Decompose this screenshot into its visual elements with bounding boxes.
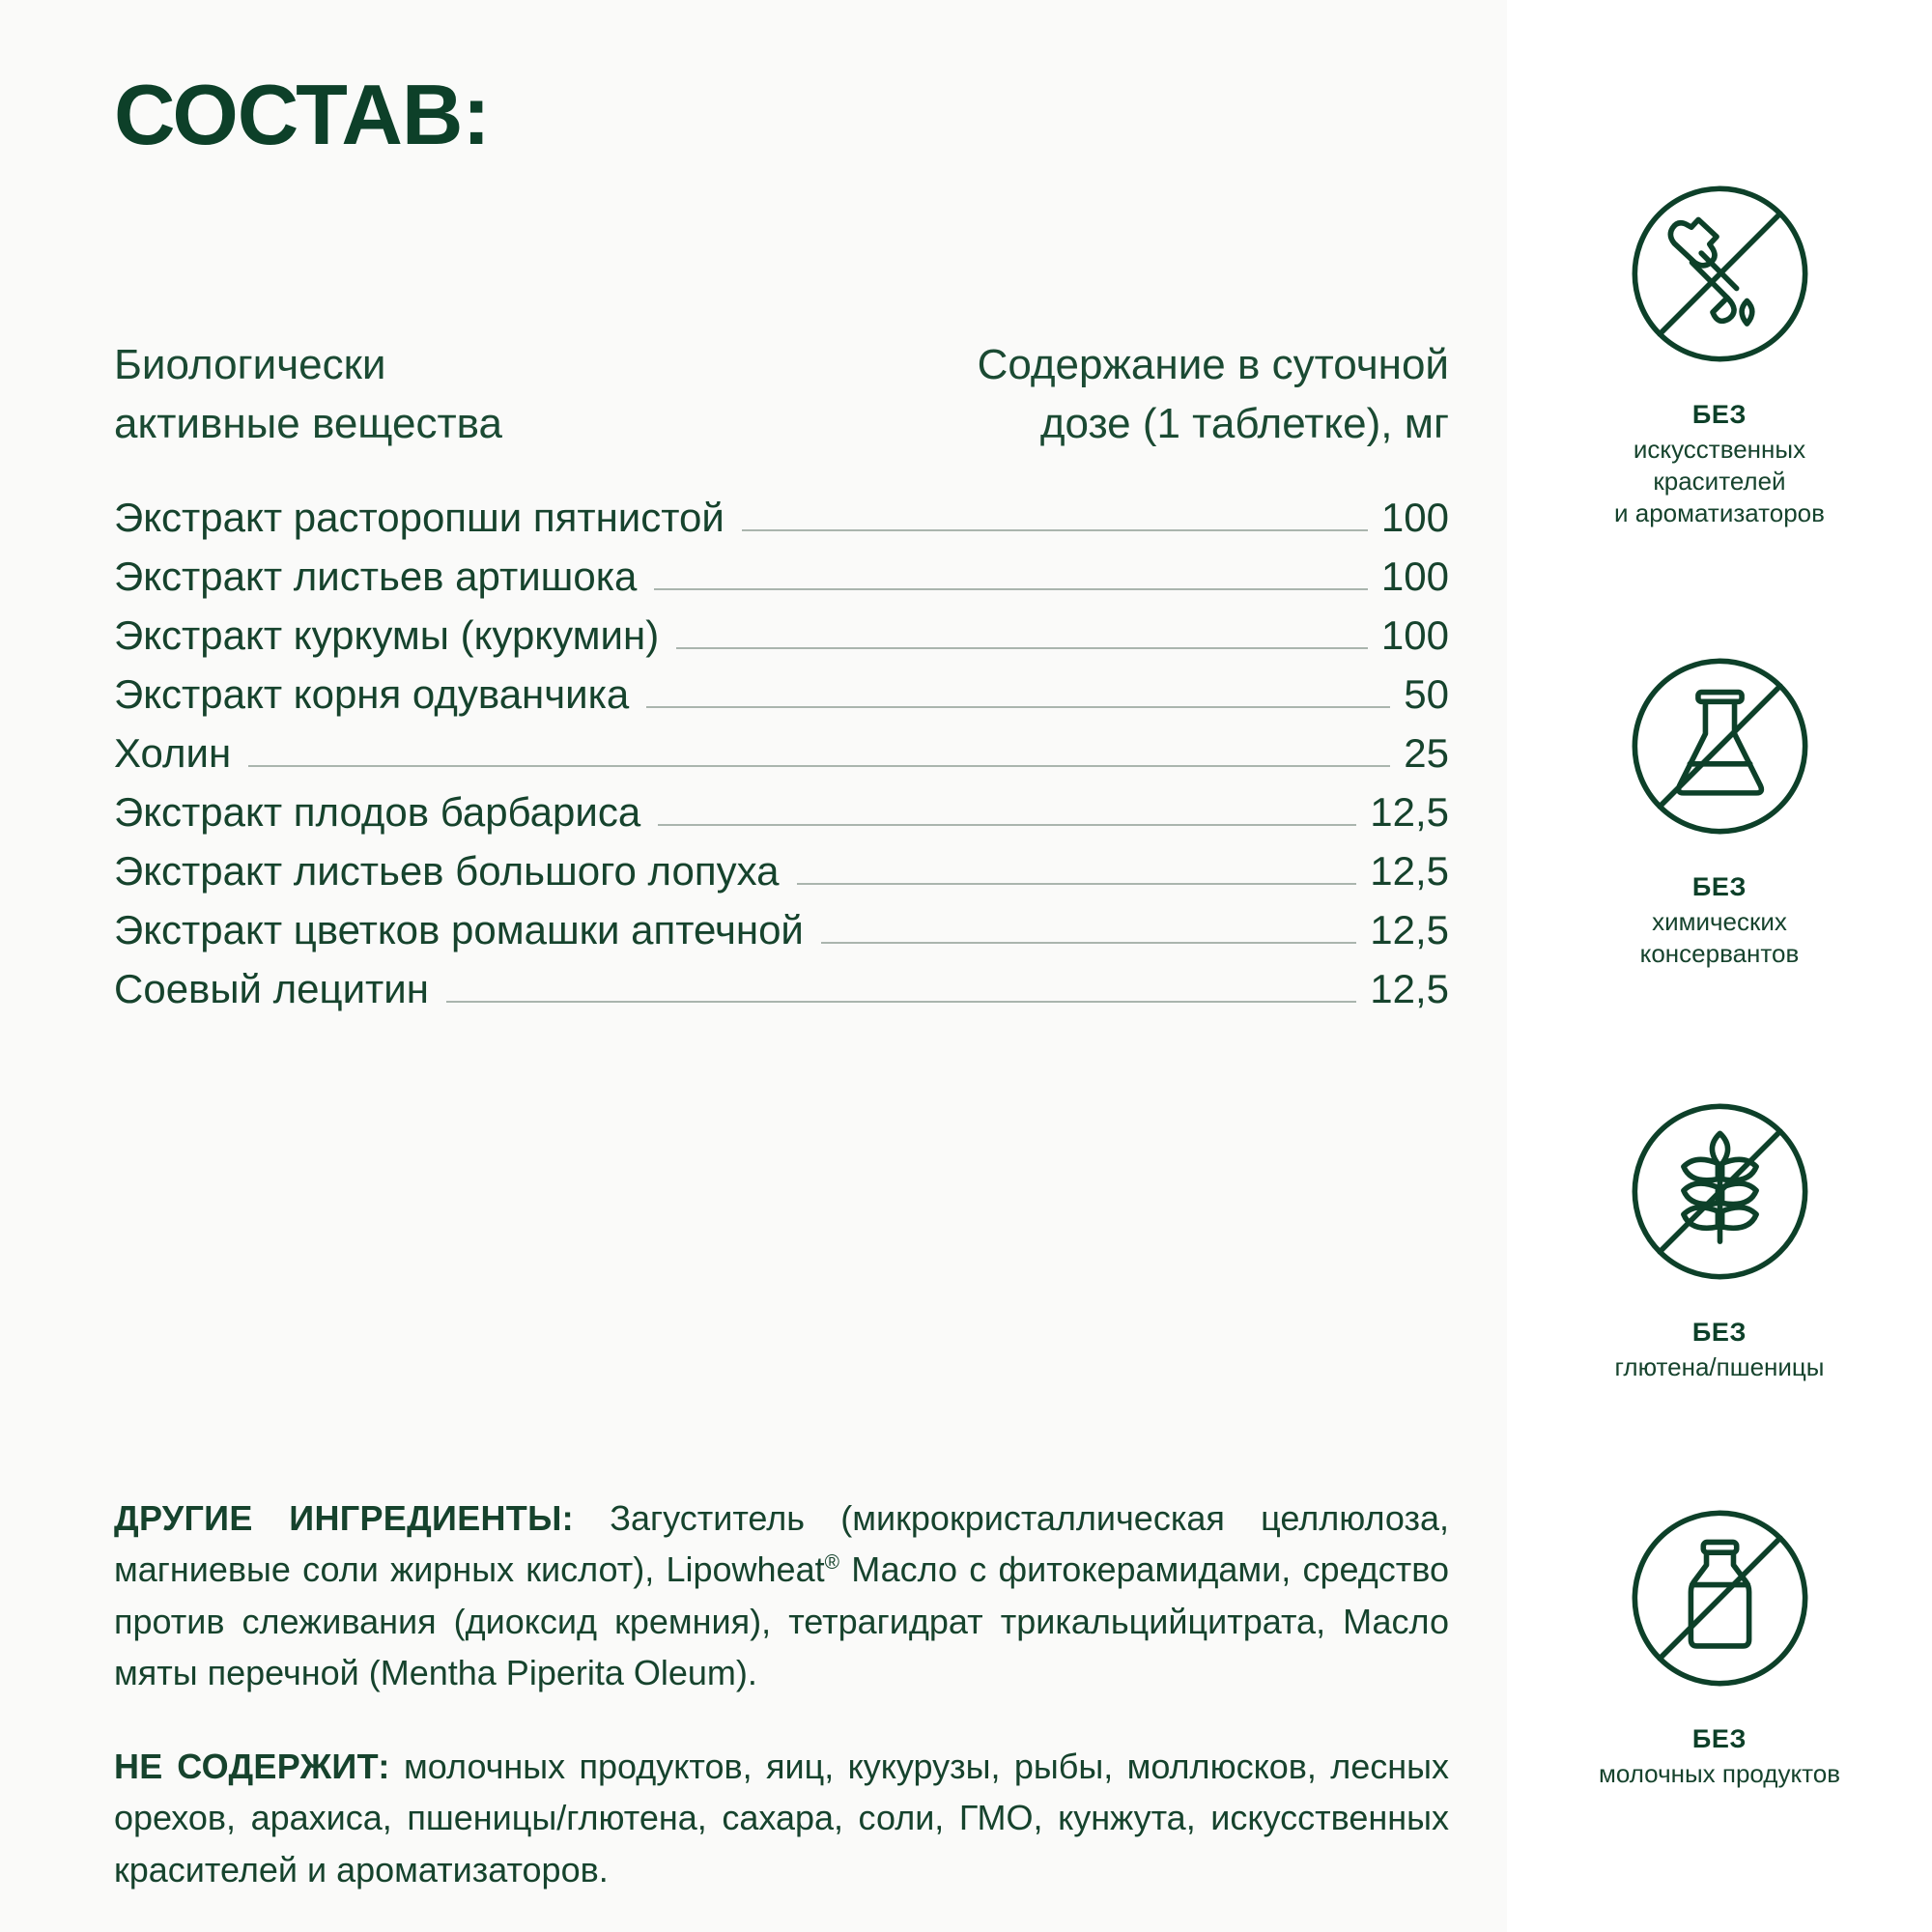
no-dropper-icon <box>1616 170 1824 378</box>
ingredient-amount: 25 <box>1404 730 1449 776</box>
table-row <box>114 497 1449 556</box>
ingredient-name: Экстракт расторопши пятнистой <box>114 495 724 540</box>
ingredient-amount: 50 <box>1404 671 1449 717</box>
page-title: СОСТАВ: <box>114 67 490 162</box>
badge-sidebar <box>1507 0 1932 1932</box>
badge-caption <box>1614 399 1825 529</box>
other-ingredients-body-part1: Загуститель (микрокристаллическая целлюлоза, магниевые соли жирных кислот), Lipowheat <box>114 1498 1449 1590</box>
ingredient-name: Экстракт куркумы (куркумин) <box>114 612 660 658</box>
badge-bez-label: БЕЗ <box>1691 1318 1747 1347</box>
badge-no-gluten-wheat <box>1507 1088 1932 1383</box>
ingredient-amount: 100 <box>1380 495 1449 540</box>
leader-line <box>797 883 1357 885</box>
badge-no-dairy <box>1507 1494 1932 1790</box>
ingredient-amount: 12,5 <box>1370 907 1449 952</box>
column-header-amount-line2: дозе (1 таблетке), мг <box>1039 399 1449 447</box>
does-not-contain-label: НЕ СОДЕРЖИТ: <box>114 1747 390 1787</box>
leader-line <box>658 824 1356 826</box>
badge-description <box>1614 434 1825 529</box>
leader-line <box>646 706 1390 708</box>
column-header-substances-line2: активные вещества <box>114 399 502 447</box>
badge-description-line: искусственных <box>1633 434 1806 464</box>
no-wheat-icon <box>1616 1088 1824 1295</box>
ingredient-name: Экстракт листьев большого лопуха <box>114 848 780 894</box>
ingredient-amount: 12,5 <box>1370 848 1449 894</box>
badge-description-line: красителей <box>1653 466 1786 496</box>
table-header-row <box>114 336 1449 453</box>
ingredient-name: Экстракт корня одуванчика <box>114 671 630 717</box>
bottom-text-block <box>114 1492 1449 1895</box>
leader-line <box>676 647 1368 649</box>
other-ingredients-body-part2: Масло с фитокерамидами, средство против слеживания (диоксид кремния), тетрагидрат трикальцийцитрата, Масло мяты перечной (Mentha Piperita Oleum). <box>114 1549 1449 1692</box>
ingredient-name: Соевый лецитин <box>114 966 429 1011</box>
leader-line <box>248 765 1390 767</box>
badge-description-line: консервантов <box>1639 938 1800 968</box>
ingredient-amount: 12,5 <box>1370 789 1449 835</box>
no-flask-icon <box>1616 642 1824 850</box>
no-milk-bottle-icon <box>1616 1494 1824 1702</box>
column-header-amount <box>978 336 1449 453</box>
badge-caption <box>1615 1317 1825 1383</box>
column-header-substances <box>114 336 502 453</box>
badge-no-chemical-preservatives <box>1507 642 1932 970</box>
does-not-contain-paragraph <box>114 1741 1449 1895</box>
table-row <box>114 848 1449 910</box>
badge-description-line: глютена/пшеницы <box>1614 1351 1825 1381</box>
badge-bez-label: БЕЗ <box>1691 400 1747 429</box>
badge-bez-label: БЕЗ <box>1691 872 1747 901</box>
registered-trademark-symbol: ® <box>824 1551 839 1575</box>
badge-description <box>1615 1351 1825 1383</box>
badge-caption <box>1599 1723 1840 1790</box>
ingredient-amount: 100 <box>1380 612 1449 658</box>
ingredient-amount: 12,5 <box>1370 966 1449 1011</box>
ingredient-name: Экстракт плодов барбариса <box>114 789 641 835</box>
badge-description <box>1640 906 1800 970</box>
ingredient-table <box>114 497 1449 1028</box>
column-header-amount-line1: Содержание в суточной <box>977 341 1449 388</box>
does-not-contain-body: молочных продуктов, яиц, кукурузы, рыбы, моллюсков, лесных орехов, арахиса, пшеницы/глютена, сахара, соли, ГМО, кунжута, искусственных красителей и ароматизаторов. <box>114 1747 1449 1889</box>
badge-bez-label: БЕЗ <box>1691 1724 1747 1753</box>
other-ingredients-label: ДРУГИЕ ИНГРЕДИЕНТЫ: <box>114 1498 574 1538</box>
ingredient-amount: 100 <box>1380 554 1449 599</box>
ingredient-name: Экстракт листьев артишока <box>114 554 638 599</box>
table-row <box>114 730 1449 792</box>
table-row <box>114 556 1449 615</box>
leader-line <box>654 588 1368 590</box>
badge-description <box>1599 1758 1840 1790</box>
table-row <box>114 612 1449 674</box>
ingredient-name: Экстракт цветков ромашки аптечной <box>114 907 804 952</box>
table-row <box>114 789 1449 851</box>
table-row <box>114 966 1449 1028</box>
leader-line <box>742 529 1368 531</box>
ingredient-name: Холин <box>114 730 232 776</box>
table-row <box>114 671 1449 733</box>
table-row <box>114 907 1449 969</box>
badge-description-line: химических <box>1652 906 1787 936</box>
column-header-substances-line1: Биологически <box>114 341 386 388</box>
badge-no-artificial-colors <box>1507 170 1932 529</box>
leader-line <box>821 942 1356 944</box>
badge-caption <box>1640 871 1800 970</box>
badge-description-line: молочных продуктов <box>1598 1758 1841 1788</box>
badge-description-line: и ароматизаторов <box>1614 497 1825 527</box>
other-ingredients-paragraph <box>114 1492 1449 1698</box>
leader-line <box>446 1001 1356 1003</box>
